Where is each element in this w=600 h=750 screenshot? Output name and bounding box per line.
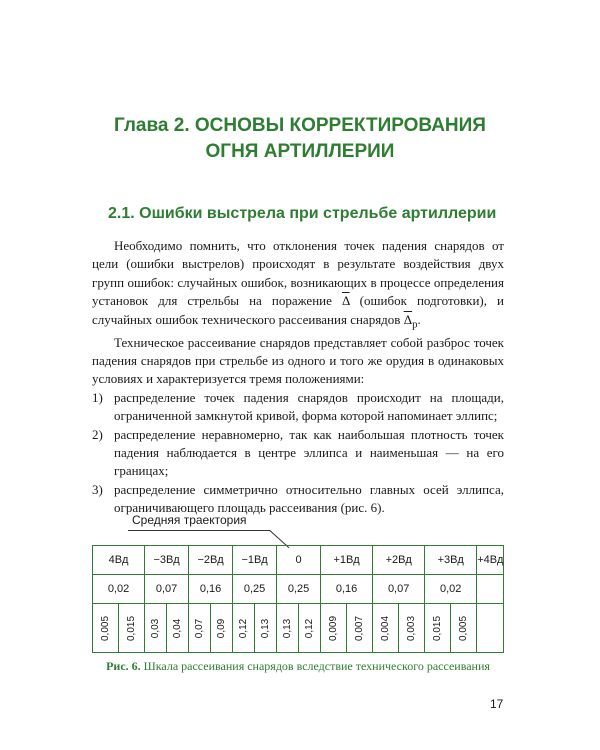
- sub-probability-value: 0,015: [432, 615, 444, 642]
- paragraph-1-end: .: [417, 311, 421, 327]
- scale-row: [93, 546, 504, 575]
- sub-probability-cell: [145, 604, 167, 653]
- list-item-text: распределение точек падения снарядов происходит на площади, ограниченной замкнутой кривой, форма которой напоминает эллипс;: [114, 389, 504, 424]
- sub-probability-row: [93, 604, 504, 653]
- sub-probability-cell: [211, 604, 233, 653]
- sub-probability-cell: [373, 604, 399, 653]
- trajectory-label: Средняя траектория: [132, 513, 247, 527]
- sub-probability-value: 0,015: [126, 615, 138, 642]
- scale-cell: −2Вд: [189, 546, 233, 575]
- sub-probability-value: 0,009: [328, 615, 340, 642]
- sub-probability-cell: [321, 604, 347, 653]
- scale-cell: 4Вд: [93, 546, 145, 575]
- probability-cell-empty: [477, 575, 504, 604]
- delta-p-symbol: $\overline{\Delta}$: [403, 311, 413, 327]
- paragraph-2: Техническое рассеивание снарядов представляет собой разброс точек падения снарядов при стрельбе из одного и того же орудия в одинаковых условиях и характеризуется тремя положениями:: [92, 334, 504, 387]
- sub-probability-value: 0,07: [194, 618, 206, 639]
- list-item: [92, 389, 504, 426]
- list-item-number: 1): [92, 389, 103, 405]
- page-number: 17: [490, 697, 504, 711]
- probability-row: [93, 575, 504, 604]
- sub-probability-cell: [233, 604, 255, 653]
- sub-probability-cell: [347, 604, 373, 653]
- sub-probability-value: 0,12: [304, 618, 316, 639]
- sub-probability-value: 0,004: [380, 615, 392, 642]
- sub-probability-cell: [277, 604, 299, 653]
- sub-probability-value: 0,003: [406, 615, 418, 642]
- sub-probability-cell: [399, 604, 425, 653]
- paragraph-1: [92, 237, 504, 334]
- positions-list: [92, 389, 504, 518]
- sub-probability-cell-empty: [477, 604, 504, 653]
- scale-cell: −3Вд: [145, 546, 189, 575]
- delta-p-subscript: р: [412, 318, 418, 331]
- body-text: [92, 237, 504, 518]
- sub-probability-cell: [189, 604, 211, 653]
- paragraph-1-text: Необходимо помнить, что отклонения точек падения снарядов от цели (ошибки выстрелов) происходят в результате воздействия двух групп ошибок: случайных ошибок, возникающих в процессе определения установок для стрельбы на поражение: [92, 238, 504, 309]
- probability-cell: 0,25: [233, 575, 277, 604]
- chapter-title-line2: ОГНЯ АРТИЛЛЕРИИ: [205, 141, 395, 162]
- list-item-text: распределение симметрично относительно главных осей эллипса, ограничивающего площадь рассеивания (рис. 6).: [114, 481, 504, 516]
- paragraph-1-mid: (ошибок подготовки), и случайных ошибок технического рассеивания снарядов: [92, 293, 505, 327]
- dispersion-scale-table: [92, 545, 504, 653]
- sub-probability-value: 0,005: [100, 615, 112, 642]
- scale-cell: +1Вд: [321, 546, 373, 575]
- list-item-number: 3): [92, 481, 103, 497]
- section-title: 2.1. Ошибки выстрела при стрельбе артиллерии: [108, 205, 497, 222]
- delta-symbol: $\overline{\Delta}$: [341, 293, 350, 309]
- scale-cell: +4Вд: [477, 546, 504, 575]
- sub-probability-cell: [425, 604, 451, 653]
- scale-cell: +3Вд: [425, 546, 477, 575]
- sub-probability-value: 0,13: [260, 618, 272, 639]
- probability-cell: 0,16: [189, 575, 233, 604]
- sub-probability-cell: [93, 604, 119, 653]
- sub-probability-cell: [167, 604, 189, 653]
- probability-cell: 0,02: [93, 575, 145, 604]
- sub-probability-value: 0,03: [150, 618, 162, 639]
- sub-probability-value: 0,04: [172, 618, 184, 639]
- probability-cell: 0,25: [277, 575, 321, 604]
- list-item-text: распределение неравномерно, так как наибольшая плотность точек падения наблюдается в центре эллипса и наименьшая — на его границах;: [114, 426, 504, 479]
- list-item-number: 2): [92, 426, 103, 442]
- sub-probability-cell: [299, 604, 321, 653]
- figure-caption-text: Шкала рассеивания снарядов вследствие технического рассеивания: [140, 659, 490, 673]
- probability-cell: 0,07: [145, 575, 189, 604]
- probability-cell: 0,16: [321, 575, 373, 604]
- figure-caption-label: Рис. 6.: [106, 659, 141, 673]
- chapter-title: [60, 113, 540, 165]
- figure-caption: [92, 659, 504, 674]
- sub-probability-cell: [119, 604, 145, 653]
- list-item: [92, 426, 504, 481]
- sub-probability-value: 0,09: [216, 618, 228, 639]
- probability-cell: 0,07: [373, 575, 425, 604]
- sub-probability-value: 0,13: [282, 618, 294, 639]
- sub-probability-value: 0,007: [354, 615, 366, 642]
- scale-cell: 0: [277, 546, 321, 575]
- sub-probability-value: 0,12: [238, 618, 250, 639]
- sub-probability-value: 0,005: [458, 615, 470, 642]
- scale-cell: +2Вд: [373, 546, 425, 575]
- sub-probability-cell: [451, 604, 477, 653]
- chapter-title-line1: Глава 2. ОСНОВЫ КОРРЕКТИРОВАНИЯ: [114, 115, 486, 136]
- probability-cell: 0,02: [425, 575, 477, 604]
- scale-cell: −1Вд: [233, 546, 277, 575]
- trajectory-leader-line: [128, 530, 270, 531]
- sub-probability-cell: [255, 604, 277, 653]
